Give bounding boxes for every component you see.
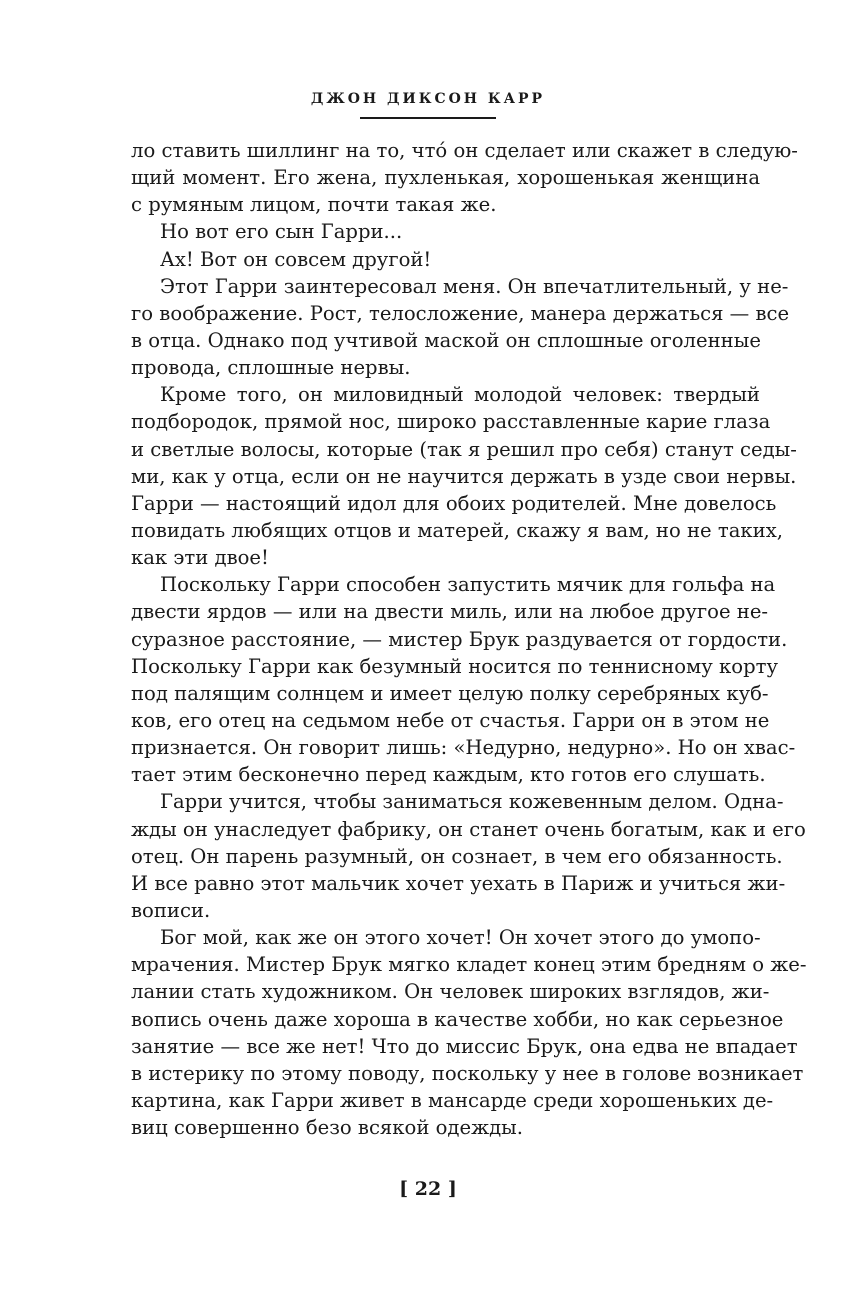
text-line: картина, как Гарри живет в мансарде среди хорошеньких де- [131,1088,774,1112]
paragraph [131,246,760,273]
text-line: провода, сплошные нервы. [131,356,411,380]
paragraph [131,788,806,924]
page-number: [ 22 ] [399,1178,457,1200]
text-line: Этот Гарри заинтересовал меня. Он впечатлительный, у не- [160,274,789,298]
text-line: Бог мой, как же он этого хочет! Он хочет этого до умопо- [160,926,761,950]
text-line: тает этим бесконечно перед каждым, кто готов его слушать. [131,763,766,787]
paragraph [131,924,807,1141]
text-line: Поскольку Гарри как безумный носится по теннисному корту [131,654,779,678]
text-line: ми, как у отца, если он не научится держать в узде свои нервы. [131,464,797,488]
text-line: повидать любящих отцов и матерей, скажу я вам, но не таких, [131,518,783,542]
paragraph [131,137,798,218]
running-head: ДЖОН ДИКСОН КАРР [310,91,546,107]
text-line: Но вот его сын Гарри... [160,220,403,244]
text-line: под палящим солнцем и имеет целую полку серебряных куб- [131,681,769,705]
paragraph [131,381,797,571]
text-line: жды он унаследует фабрику, он станет очень богатым, как и его [131,817,806,841]
text-line: вописи. [131,898,211,922]
text-line: двести ярдов — или на двести миль, или на любое другое не- [131,600,769,624]
text-line: в истерику по этому поводу, поскольку у нее в голове возникает [131,1061,804,1085]
text-line: Кроме того, он миловидный молодой человек: твердый [160,383,760,407]
paragraph [131,273,790,382]
text-line: занятие — все же нет! Что до миссис Брук, она едва не впадает [131,1034,798,1058]
text-line: и светлые волосы, которые (так я решил про себя) станут седы- [131,437,797,461]
text-line: мрачения. Мистер Брук мягко кладет конец этим бредням о же- [131,953,807,977]
text-line: признается. Он говорит лишь: «Недурно, недурно». Но он хвас- [131,736,796,760]
text-line: Поскольку Гарри способен запустить мячик для гольфа на [160,573,776,597]
paragraph [131,218,760,245]
text-line: Гарри учится, чтобы заниматься кожевенным делом. Однa- [160,790,784,814]
running-head-rule [360,117,496,119]
text-line: отец. Он парень разумный, он сознает, в чем его обязанность. [131,844,783,868]
body-text [131,137,807,1141]
text-line: И все равно этот мальчик хочет уехать в Париж и учиться жи- [131,871,786,895]
text-line: щий момент. Его жена, пухленькая, хорошенькая женщина [131,166,760,190]
text-line: ков, его отец на седьмом небе от счастья. Гарри он в этом не [131,708,770,732]
text-line: подбородок, прямой нос, широко расставленные карие глаза [131,410,771,434]
text-line: го воображение. Рост, телосложение, манера держаться — все [131,301,790,325]
text-line: ло ставить шиллинг на то, что́ он сделает или скажет в следую- [131,139,798,162]
text-line: вопись очень даже хороша в качестве хобби, но как серьезное [131,1007,784,1031]
paragraph [131,571,796,788]
text-line: Гарри — настоящий идол для обоих родителей. Мне довелось [131,491,777,515]
text-line: лании стать художником. Он человек широких взглядов, жи- [131,980,770,1004]
text-line: как эти двое! [131,546,269,570]
text-line: Ах! Вот он совсем другой! [160,247,432,271]
text-line: с румяным лицом, почти такая же. [131,193,497,217]
text-line: в отца. Однако под учтивой маской он сплошные оголенные [131,328,761,352]
text-line: виц совершенно безо всякой одежды. [131,1116,523,1140]
text-line: суразное расстояние, — мистер Брук раздувается от гордости. [131,627,788,651]
